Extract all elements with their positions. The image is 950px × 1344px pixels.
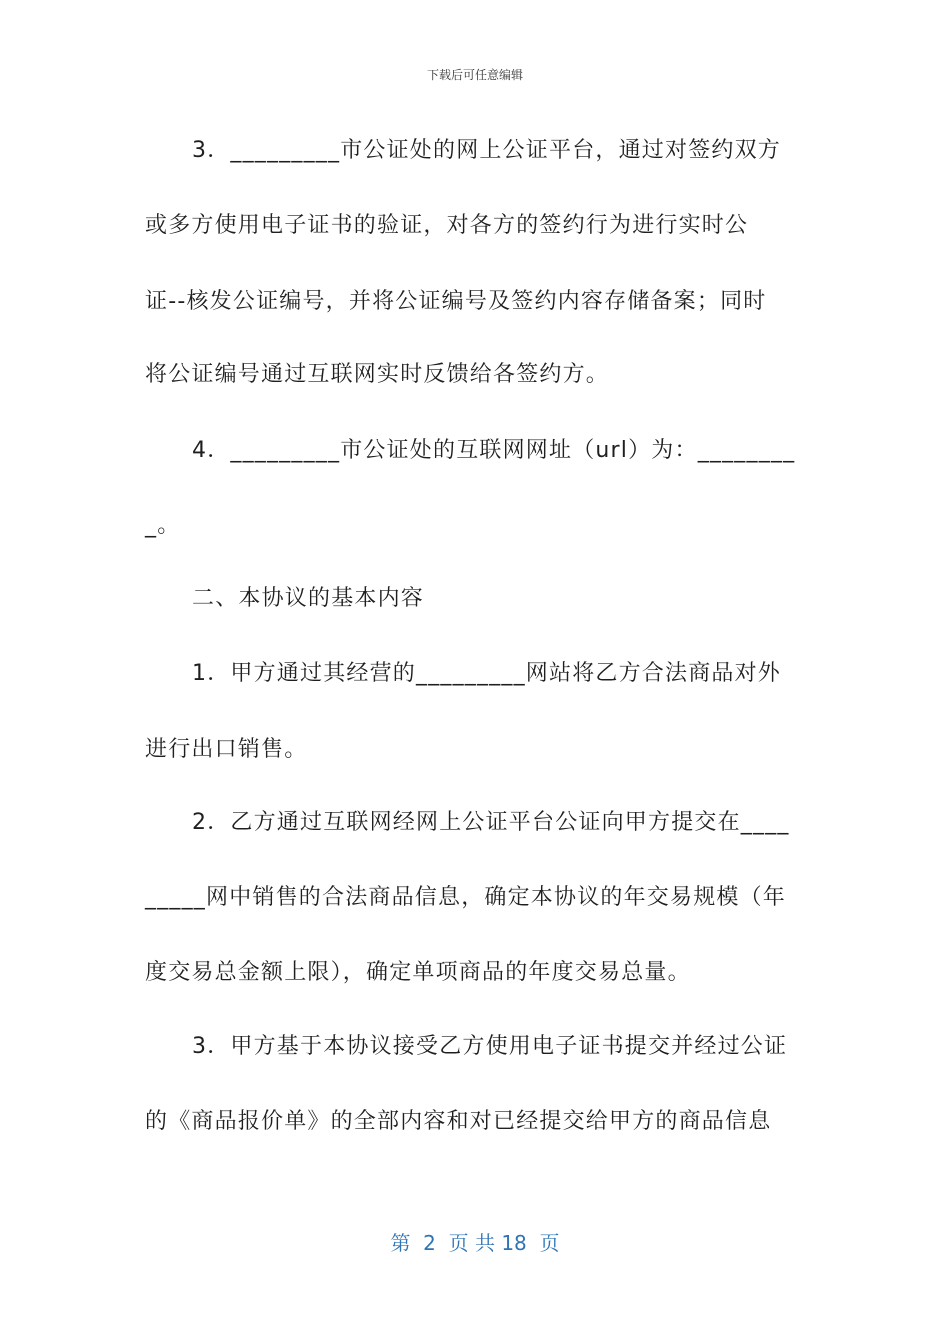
paragraph-line: 将公证编号通过互联网实时反馈给各签约方。 (145, 362, 610, 387)
paragraph-line: 或多方使用电子证书的验证，对各方的签约行为进行实时公 (145, 213, 749, 238)
paragraph-line: 的《商品报价单》的全部内容和对已经提交给甲方的商品信息 (145, 1109, 772, 1134)
paragraph-line: 度交易总金额上限），确定单项商品的年度交易总量。 (145, 960, 691, 985)
paragraph-line: 3．_________市公证处的网上公证平台，通过对签约双方 (192, 138, 781, 163)
paragraph-line: 3．甲方基于本协议接受乙方使用电子证书提交并经过公证 (192, 1034, 788, 1059)
paragraph-line: 1．甲方通过其经营的_________网站将乙方合法商品对外 (192, 661, 781, 686)
paragraph-line: 4．_________市公证处的互联网网址（url）为：________ (192, 438, 796, 463)
page-header: 下载后可任意编辑 (426, 68, 523, 82)
paragraph-line: 进行出口销售。 (145, 737, 308, 762)
paragraph-line: 2．乙方通过互联网经网上公证平台公证向甲方提交在____ (192, 810, 790, 835)
section-heading: 二、本协议的基本内容 (192, 586, 425, 611)
paragraph-line: 证--核发公证编号，并将公证编号及签约内容存储备案；同时 (145, 289, 767, 314)
page-number-footer: 第 2 页 共 18 页 (390, 1231, 560, 1255)
paragraph-line: _。 (145, 513, 181, 538)
paragraph-line: _____网中销售的合法商品信息，确定本协议的年交易规模（年 (145, 885, 787, 910)
